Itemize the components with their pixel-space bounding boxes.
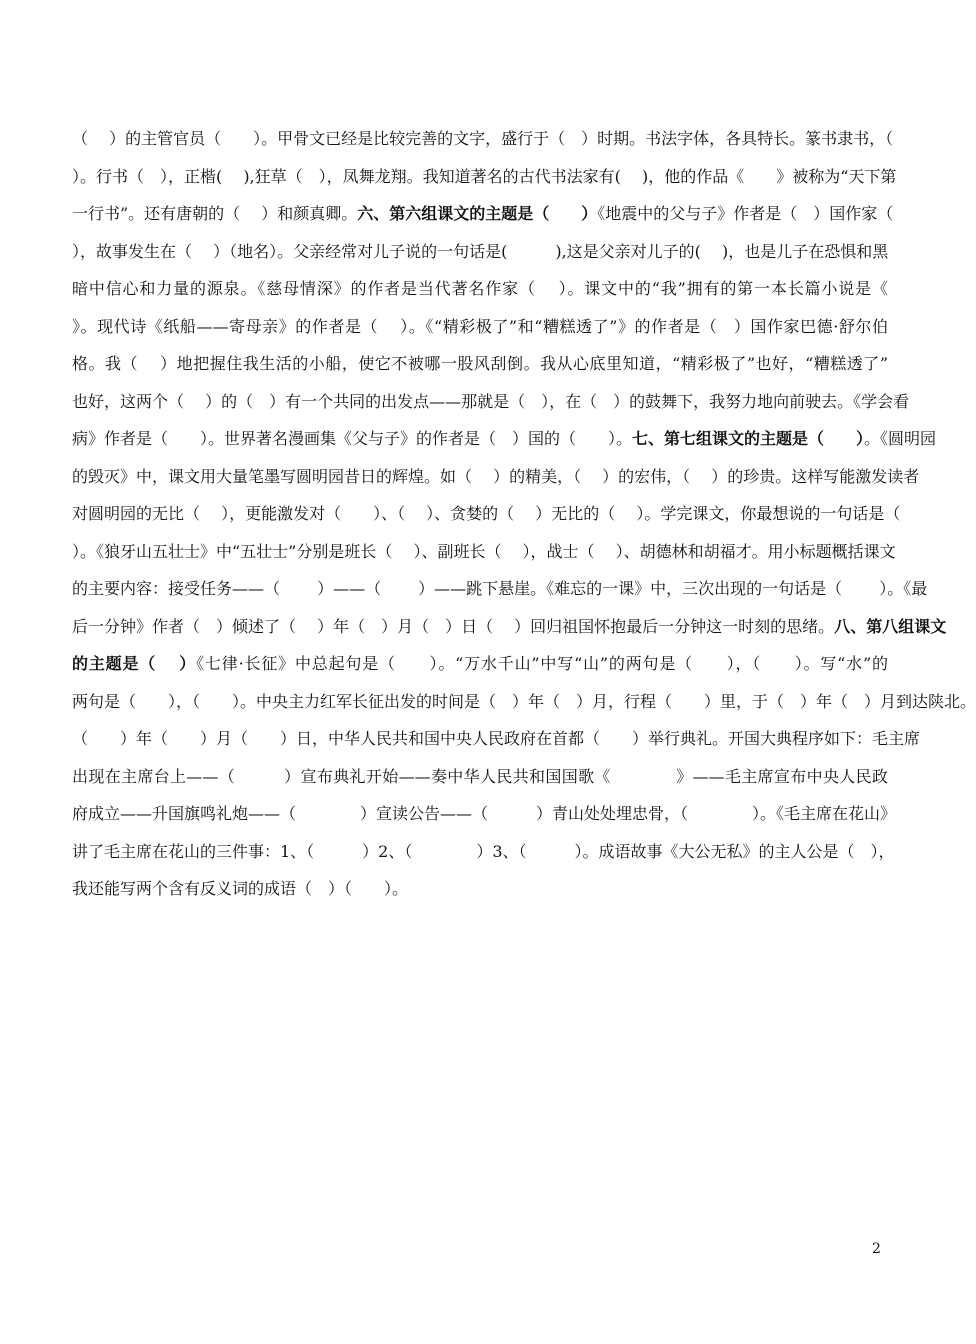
text-line [72,495,901,533]
text-line [72,870,888,908]
text-segment: 出现在主席台上——（ ）宣布典礼开始——奏中华人民共和国国歌《 》——毛主席宣布中央人民政 [72,766,888,786]
text-line [72,795,897,833]
page-number: 2 [872,1241,881,1257]
text-line [72,195,894,233]
text-segment: 。《圆明园 [864,429,937,448]
text-segment: 我还能写两个含有反义词的成语（ ）（ ）。 [72,879,409,898]
text-line [72,720,921,758]
text-segment: 《七律·长征》中总起句是（ ）。“万水千山”中写“山”的两句是（ ），（ ）。写“水”的 [196,654,889,673]
document-body [72,120,976,908]
text-segment: （ ）的主管官员（ ）。甲骨文已经是比较完善的文字，盛行于（ ）时期。书法字体，各具特长。篆书隶书，（ [72,129,894,148]
text-line [72,833,895,871]
text-line [72,308,888,346]
text-segment: 病》作者是（ ）。世界著名漫画集《父与子》的作者是（ ）国的（ ）。 [72,429,633,448]
text-segment: 府成立——升国旗鸣礼炮——（ ）宣读公告——（ ）青山处处埋忠骨，（ ）。《毛主席在花山》 [72,804,897,823]
section-heading: 七、第七组课文的主题是（ ） [632,429,865,448]
text-segment: 一行书”。还有唐朝的（ ）和颜真卿。 [72,204,358,223]
text-segment: 暗中信心和力量的源泉。《慈母情深》的作者是当代著名作家（ ）。课文中的“我”拥有的第一本长篇小说是《 [72,279,888,298]
text-segment: 的主要内容：接受任务——（ ）——（ ）——跳下悬崖。《难忘的一课》中，三次出现的一句话是（ ）。《最 [72,579,928,598]
text-line [72,233,888,271]
text-line [72,683,976,721]
text-line [72,120,894,158]
section-heading: 八、第八组课文 [834,616,947,636]
section-heading: 的主题是（ ） [72,654,197,673]
text-line [72,758,888,796]
text-line [72,533,896,571]
text-segment: 对圆明园的无比（ ），更能激发对（ ）、（ ）、贪婪的（ ）无比的（ ）。学完课文，你最想说的一句话是（ [72,504,901,523]
text-line [72,570,928,608]
text-line [72,608,947,646]
text-line [72,345,888,383]
text-segment: ）。行书（ ），正楷( ),狂草（ ），凤舞龙翔。我知道著名的古代书法家有( )，他的作品《 》被称为“天下第 [72,166,897,186]
text-segment: 也好，这两个（ ）的（ ）有一个共同的出发点——那就是（ ），在（ ）的鼓舞下，我努力地向前驶去。《学会看 [72,391,910,411]
text-segment: 两句是（ ），（ ）。中央主力红军长征出发的时间是（ ）年（ ）月，行程（ ）里，于（ ）年（ ）月到达陕北。 [72,691,976,711]
text-line [72,458,920,496]
text-segment: 讲了毛主席在花山的三件事：1、（ ）2、（ ）3、（ ）。成语故事《大公无私》的主人公是（ ）， [72,841,895,861]
text-segment: 后一分钟》作者（ ）倾述了（ ）年（ ）月（ ）日（ ）回归祖国怀抱最后一分钟这一时刻的思绪。 [72,616,835,636]
text-segment: 》。现代诗《纸船——寄母亲》的作者是（ ）。《“精彩极了”和“糟糕透了”》的作者是（ ）国作家巴德·舒尔伯 [72,316,888,336]
text-segment: ）。《狼牙山五壮士》中“五壮士”分别是班长（ ）、副班长（ ），战士（ ）、胡德林和胡福才。用小标题概括课文 [72,541,896,561]
text-line [72,270,888,308]
text-segment: 的毁灭》中，课文用大量笔墨写圆明园昔日的辉煌。如（ ）的精美，（ ）的宏伟，（ ）的珍贵。这样写能激发读者 [72,466,920,486]
text-line [72,158,897,196]
text-segment: （ ）年（ ）月（ ）日，中华人民共和国中央人民政府在首都（ ）举行典礼。开国大典程序如下：毛主席 [72,729,921,748]
text-segment: 《地震中的父与子》作者是（ ）国作家（ [597,204,894,223]
text-segment: ），故事发生在（ ）（地名）。父亲经常对儿子说的一句话是( ),这是父亲对儿子的( )，也是儿子在恐惧和黑 [72,241,889,261]
text-line [72,420,937,458]
section-heading: 六、第六组课文的主题是（ ） [357,204,598,223]
text-line [72,645,888,683]
text-segment: 格。我（ ）地把握住我生活的小船，使它不被哪一股风刮倒。我从心底里知道，“精彩极了”也好，“糟糕透了” [72,354,888,373]
text-line [72,383,910,421]
